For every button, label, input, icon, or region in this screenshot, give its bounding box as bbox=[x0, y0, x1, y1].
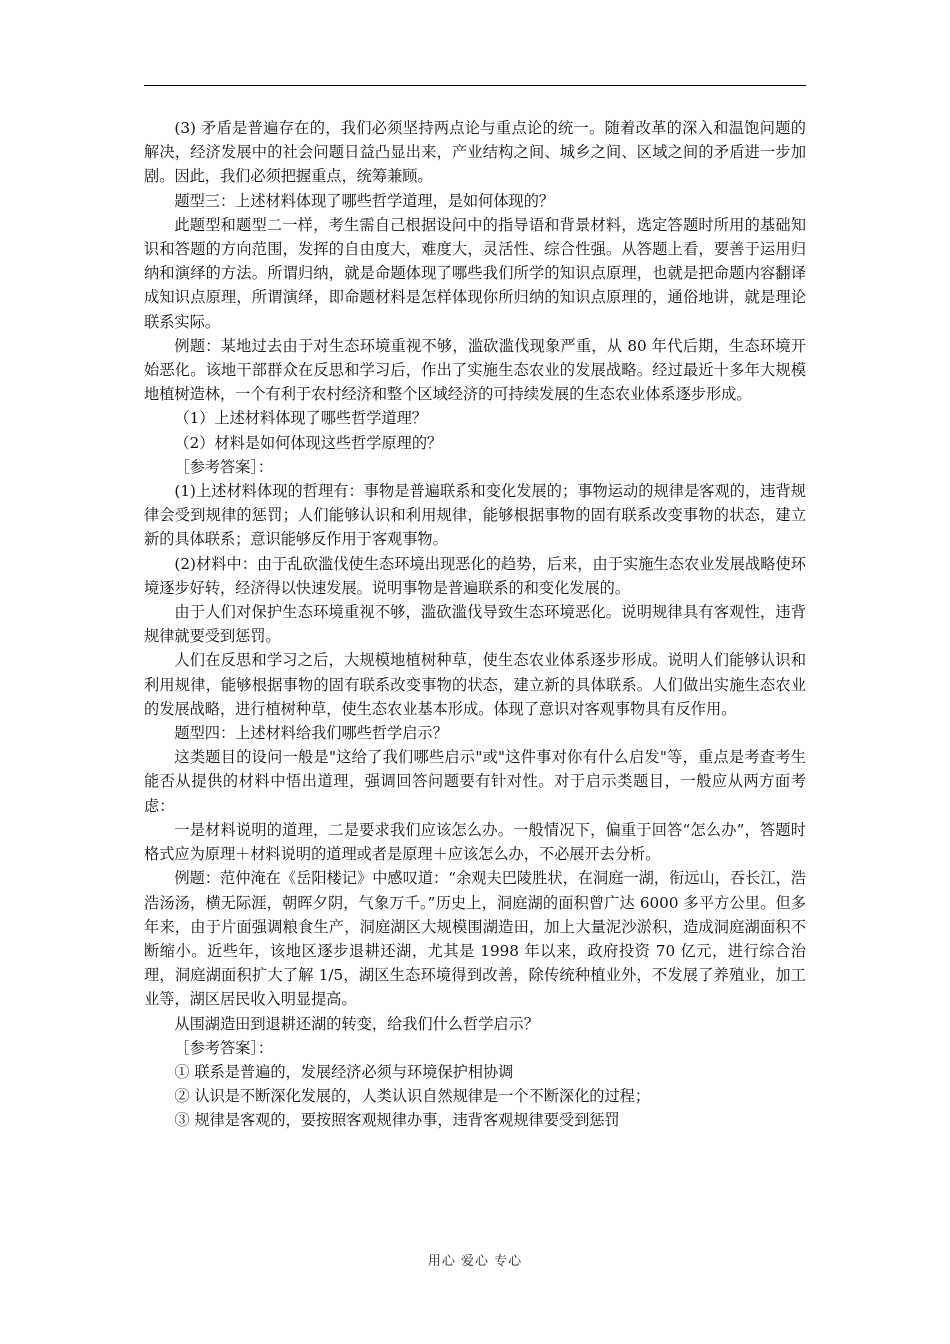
answer-label: ［参考答案］： bbox=[174, 457, 274, 476]
header-rule bbox=[144, 85, 806, 86]
example-paragraph: 例题：某地过去由于对生态环境重视不够，滥砍滥伐现象严重，从 80 年代后期，生态环境开始恶化。该地干部群众在反思和学习后，作出了实施生态农业的发展战略。经过最近十多年大规模地植树造林，一个有利于农村经济和整个区域经济的可持续发展的生态农业体系逐步形成。 bbox=[144, 336, 806, 404]
section-heading: 题型三：上述材料体现了哪些哲学道理，是如何体现的？ bbox=[174, 191, 555, 210]
page-footer: 用心 爱心 专心 bbox=[427, 1254, 523, 1269]
answer-label: ［参考答案］： bbox=[174, 1038, 274, 1057]
example-paragraph: 例题：范仲淹在《岳阳楼记》中感叹道：“余观夫巴陵胜状，在洞庭一湖，衔远山，吞长江，浩浩汤汤，横无际涯，朝晖夕阴，气象万千。”历史上，洞庭湖的面积曾广达 6000 多平方公里。但多年来，由于片面强调粮食生产，洞庭湖区大规模围湖造田，加上大量泥沙淤积，造成洞庭湖面积不断缩小。近些年，该地区逐步退耕还湖，尤其是 1998 年以来，政府投资 70 亿元，进行综合治理，洞庭湖面积扩大了解 1/5，湖区生态环境得到改善，除传统种植业外，不发展了养殖业，加工业等，湖区居民收入明显提高。 bbox=[144, 869, 806, 1009]
answer-paragraph: 由于人们对保护生态环境重视不够，滥砍滥伐导致生态环境恶化。说明规律具有客观性，违背规律就要受到惩罚。 bbox=[144, 603, 806, 646]
question: （1）上述材料体现了哪些哲学道理？ bbox=[174, 409, 428, 428]
paragraph: 一是材料说明的道理，二是要求我们应该怎么办。一般情况下，偏重于回答“怎么办”，答题时格式应为原理＋材料说明的道理或者是原理＋应该怎么办，不必展开去分析。 bbox=[144, 820, 806, 864]
paragraph: 此题型和题型二一样，考生需自己根据设问中的指导语和背景材料，选定答题时所用的基础知识和答题的方向范围，发挥的自由度大，难度大，灵活性、综合性强。从答题上看，要善于运用归纳和演绎的方法。所谓归纳，就是命题体现了哪些我们所学的知识点原理，也就是把命题内容翻译成知识点原理，所谓演绎，即命题材料是怎样体现你所归纳的知识点原理的，通俗地讲，就是理论联系实际。 bbox=[144, 215, 806, 331]
section-heading: 题型四：上述材料给我们哪些哲学启示？ bbox=[174, 724, 448, 743]
answer-item: ③ 规律是客观的，要按照客观规律办事，违背客观规律要受到惩罚 bbox=[174, 1111, 620, 1130]
answer-item: ② 认识是不断深化发展的，人类认识自然规律是一个不断深化的过程； bbox=[174, 1087, 651, 1106]
question: （2）材料是如何体现这些哲学原理的？ bbox=[174, 433, 443, 452]
document-body bbox=[144, 116, 806, 1133]
answer-paragraph: (2)材料中：由于乱砍滥伐使生态环境出现恶化的趋势，后来，由于实施生态农业发展战略使环境逐步好转，经济得以快速发展。说明事物是普遍联系的和变化发展的。 bbox=[144, 554, 806, 597]
question: 从围湖造田到退耕还湖的转变，给我们什么哲学启示？ bbox=[174, 1014, 539, 1033]
answer-paragraph: (1)上述材料体现的哲理有：事物是普遍联系和变化发展的；事物运动的规律是客观的，违背规律会受到规律的惩罚；人们能够认识和利用规律，能够根据事物的固有联系改变事物的状态，建立新的具体联系；意识能够反作用于客观事物。 bbox=[144, 482, 806, 549]
paragraph: 这类题目的设问一般是"这给了我们哪些启示"或"这件事对你有什么启发"等，重点是考查考生能否从提供的材料中悟出道理，强调回答问题要有针对性。对于启示类题目，一般应从两方面考虑： bbox=[144, 748, 806, 815]
paragraph: (3) 矛盾是普遍存在的，我们必须坚持两点论与重点论的统一。随着改革的深入和温饱问题的解决，经济发展中的社会问题日益凸显出来，产业结构之间、城乡之间、区域之间的矛盾进一步加剧。因此，我们必须把握重点，统筹兼顾。 bbox=[144, 119, 806, 186]
answer-paragraph: 人们在反思和学习之后，大规模地植树种草，使生态农业体系逐步形成。说明人们能够认识和利用规律，能够根据事物的固有联系改变事物的状态，建立新的具体联系。人们做出实施生态农业的发展战略，进行植树种草，使生态农业基本形成。体现了意识对客观事物具有反作用。 bbox=[144, 651, 806, 718]
answer-item: ① 联系是普遍的，发展经济必须与环境保护相协调 bbox=[174, 1062, 514, 1081]
